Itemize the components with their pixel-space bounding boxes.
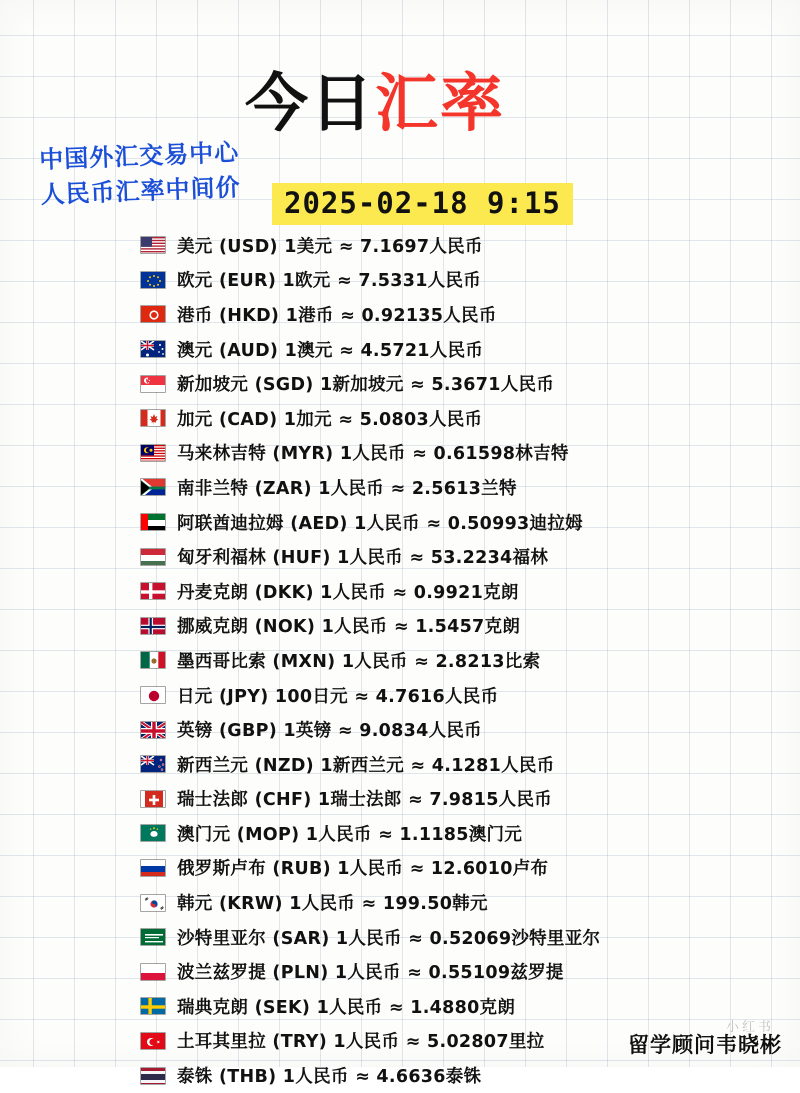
rate-row	[0, 782, 800, 817]
flag-icon-dk	[140, 582, 166, 600]
rate-row	[0, 228, 800, 263]
rate-row	[0, 505, 800, 540]
flag-icon-nz	[140, 755, 166, 773]
rate-text: 澳门元 (MOP) 1人民币 ≈ 1.1185澳门元	[177, 821, 522, 846]
rate-row	[0, 332, 800, 367]
rate-text: 韩元 (KRW) 1人民币 ≈ 199.50韩元	[177, 890, 488, 915]
rate-text: 瑞士法郎 (CHF) 1瑞士法郎 ≈ 7.9815人民币	[177, 786, 552, 811]
rate-text: 南非兰特 (ZAR) 1人民币 ≈ 2.5613兰特	[177, 475, 517, 500]
flag-icon-se	[140, 997, 166, 1015]
rate-text: 日元 (JPY) 100日元 ≈ 4.7616人民币	[177, 683, 498, 708]
rate-row	[0, 366, 800, 401]
rate-text: 欧元 (EUR) 1欧元 ≈ 7.5331人民币	[177, 267, 481, 292]
exchange-rate-list	[0, 228, 800, 1093]
flag-icon-hu	[140, 548, 166, 566]
rate-text: 泰铢 (THB) 1人民币 ≈ 4.6636泰铢	[177, 1063, 481, 1088]
date-badge: 2025-02-18 9:15	[272, 183, 573, 225]
rate-text: 墨西哥比索 (MXN) 1人民币 ≈ 2.8213比索	[177, 648, 540, 673]
rate-row	[0, 920, 800, 955]
flag-icon-ch	[140, 790, 166, 808]
subtitle-line-1: 中国外汇交易中心	[39, 135, 240, 177]
rate-text: 美元 (USD) 1美元 ≈ 7.1697人民币	[177, 233, 483, 258]
rate-row	[0, 747, 800, 782]
rate-row	[0, 470, 800, 505]
rate-text: 挪威克朗 (NOK) 1人民币 ≈ 1.5457克朗	[177, 613, 520, 638]
flag-icon-mo	[140, 824, 166, 842]
rate-row	[0, 539, 800, 574]
rate-row	[0, 401, 800, 436]
rate-text: 马来林吉特 (MYR) 1人民币 ≈ 0.61598林吉特	[177, 440, 569, 465]
flag-icon-my	[140, 444, 166, 462]
rate-text: 匈牙利福林 (HUF) 1人民币 ≈ 53.2234福林	[177, 544, 548, 569]
rate-row	[0, 297, 800, 332]
page-title-black: 今日	[245, 72, 375, 135]
page-header	[0, 0, 800, 212]
rate-row	[0, 678, 800, 713]
watermark: 留学顾问韦晓彬	[628, 1029, 782, 1059]
watermark-ghost: 小红书	[726, 1016, 774, 1035]
rate-text: 加元 (CAD) 1加元 ≈ 5.0803人民币	[177, 406, 482, 431]
rate-row	[0, 851, 800, 886]
flag-icon-ru	[140, 859, 166, 877]
rate-text: 瑞典克朗 (SEK) 1人民币 ≈ 1.4880克朗	[177, 994, 515, 1019]
rate-row	[0, 954, 800, 989]
subtitle	[39, 135, 242, 212]
rate-text: 波兰兹罗提 (PLN) 1人民币 ≈ 0.55109兹罗提	[177, 959, 564, 984]
flag-icon-sg	[140, 375, 166, 393]
rate-text: 俄罗斯卢布 (RUB) 1人民币 ≈ 12.6010卢布	[177, 855, 548, 880]
flag-icon-eu	[140, 271, 166, 289]
rate-row	[0, 643, 800, 678]
subtitle-line-2: 人民币汇率中间价	[40, 170, 241, 212]
rate-text: 港币 (HKD) 1港币 ≈ 0.92135人民币	[177, 302, 497, 327]
rate-row	[0, 712, 800, 747]
flag-icon-pl	[140, 963, 166, 981]
rate-row	[0, 1058, 800, 1093]
rate-text: 丹麦克朗 (DKK) 1人民币 ≈ 0.9921克朗	[177, 579, 519, 604]
rate-text: 沙特里亚尔 (SAR) 1人民币 ≈ 0.52069沙特里亚尔	[177, 925, 600, 950]
rate-row	[0, 263, 800, 298]
rate-text: 新西兰元 (NZD) 1新西兰元 ≈ 4.1281人民币	[177, 752, 555, 777]
rate-row	[0, 885, 800, 920]
flag-icon-mx	[140, 651, 166, 669]
rate-text: 英镑 (GBP) 1英镑 ≈ 9.0834人民币	[177, 717, 482, 742]
rate-text: 新加坡元 (SGD) 1新加坡元 ≈ 5.3671人民币	[177, 371, 554, 396]
flag-icon-tr	[140, 1032, 166, 1050]
flag-icon-ca	[140, 409, 166, 427]
flag-icon-ae	[140, 513, 166, 531]
flag-icon-jp	[140, 686, 166, 704]
flag-icon-no	[140, 617, 166, 635]
flag-icon-hk	[140, 305, 166, 323]
rate-row	[0, 816, 800, 851]
page-title-red: 汇率	[375, 72, 505, 135]
flag-icon-au	[140, 340, 166, 358]
page-title	[245, 72, 505, 135]
rate-row	[0, 609, 800, 644]
rate-row	[0, 574, 800, 609]
flag-icon-th	[140, 1067, 166, 1085]
rate-row	[0, 989, 800, 1024]
rate-text: 土耳其里拉 (TRY) 1人民币 ≈ 5.02807里拉	[177, 1028, 544, 1053]
flag-icon-kr	[140, 894, 166, 912]
rate-row	[0, 436, 800, 471]
flag-icon-gb	[140, 721, 166, 739]
rate-text: 阿联酋迪拉姆 (AED) 1人民币 ≈ 0.50993迪拉姆	[177, 510, 583, 535]
flag-icon-sa	[140, 928, 166, 946]
flag-icon-us	[140, 236, 166, 254]
flag-icon-za	[140, 478, 166, 496]
rate-text: 澳元 (AUD) 1澳元 ≈ 4.5721人民币	[177, 337, 483, 362]
